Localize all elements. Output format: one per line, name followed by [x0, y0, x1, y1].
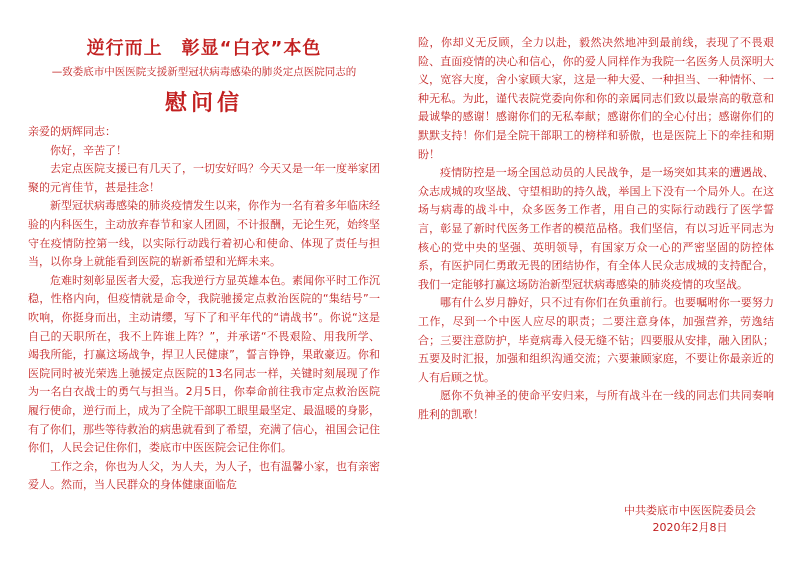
- salutation: 亲爱的炳辉同志：: [28, 125, 116, 138]
- signature-organization: 中共娄底市中医医院委员会: [624, 504, 756, 517]
- left-column-text: [28, 123, 380, 495]
- paragraph: 工作之余，你也为人父，为人夫，为人子，也有温馨小家，也有亲密爱人。然而，当人民群众的身体健康面临危: [28, 459, 380, 492]
- paragraph: 险，你却义无反顾，全力以赴，毅然决然地冲到最前线，表现了不畏艰险、直面疫情的决心和信心，你的爱人同样作为我院一名医务人员深明大义，宽容大度，舍小家顾大家，这是一种大爱、一种担当、一种情怀、一种无私。为此，谨代表院党委向你和你的亲属同志们致以最崇高的敬意和最诚挚的感谢！感谢你们的无私奉献；感谢你们的全心付出；感谢你们的默默支持！你们是全院干部职工的榜样和骄傲，也是医院上下的牵挂和期盼！: [418, 36, 774, 161]
- letter-heading: 慰问信: [164, 91, 243, 116]
- paragraph: 危难时刻彰显医者大爱，忘我逆行方显英雄本色。素闻你平时工作沉稳，性格内向，但疫情就是命令，我院驰援定点救治医院的“集结号”一吹响，你挺身而出，主动请缨，写下了和平年代的“请战书”。你说“这是自己的天职所在，我不上阵谁上阵？”，并承诺“不畏艰险、用我所学、竭我所能，打赢这场战争，捍卫人民健康”，誓言铮铮，果敢豪迈。你和医院同时被光荣选上驰援定点医院的13名同志一样，关键时刻展现了作为一名白衣战士的勇气与担当。2月5日，你奉命前往我市定点救治医院履行使命，逆行而上，成为了全院干部职工眼里最坚定、最温暖的身影，有了你们，那些等待救治的病患就看到了希望，充满了信心，祖国会记住你们，人民会记住你们，娄底市中医医院会记住你们。: [28, 273, 380, 455]
- signature-block: [600, 502, 780, 536]
- right-column-text: [418, 34, 774, 424]
- letter-subtitle: —致娄底市中医医院支援新型冠状病毒感染的肺炎定点医院同志的: [51, 66, 357, 78]
- paragraph: 你好，辛苦了！: [50, 143, 127, 157]
- letter-title: 逆行而上 彰显“白衣”本色: [86, 38, 322, 59]
- paragraph: 哪有什么岁月静好，只不过有你们在负重前行。也要嘱咐你一要努力工作，尽到一个中医人应尽的职责；二要注意身体，加强营养，劳逸结合；三要注意防护，毕竟病毒入侵无缝不钻；四要服从安排，融入团队；五要及时汇报，加强和组织沟通交流；六要兼顾家庭，不要让你最亲近的人有后顾之忧。: [418, 296, 774, 384]
- paragraph: 疫情防控是一场全国总动员的人民战争，是一场突如其来的遭遇战、众志成城的攻坚战、守望相助的持久战，举国上下没有一个局外人。在这场与病毒的战斗中，众多医务工作者，用自己的实际行动践行了医学誓言，彰显了新时代医务工作者的模范品格。我们坚信，有以习近平同志为核心的党中央的坚强、英明领导，有国家万众一心的严密坚固的防控体系，有医护同仁勇敢无畏的团结协作，有全体人民众志成城的支持配合，我们一定能够打赢这场防治新型冠状病毒感染的肺炎疫情的攻坚战。: [418, 166, 774, 291]
- paragraph: 愿你不负神圣的使命平安归来，与所有战斗在一线的同志们共同奏响胜利的凯歌！: [418, 389, 774, 421]
- paragraph: 去定点医院支援已有几天了，一切安好吗？今天又是一年一度举家团聚的元宵佳节，甚是挂念！: [28, 162, 380, 194]
- signature-date: 2020年2月8日: [652, 521, 728, 534]
- paragraph: 新型冠状病毒感染的肺炎疫情发生以来，你作为一名有着多年临床经验的内科医生，主动放弃春节和家人团圆，不计报酬，无论生死，始终坚守在疫情防控第一线，以实际行动践行着初心和使命、体现了责任与担当，以你身上就能看到医院的崭新希望和光辉未来。: [28, 199, 380, 269]
